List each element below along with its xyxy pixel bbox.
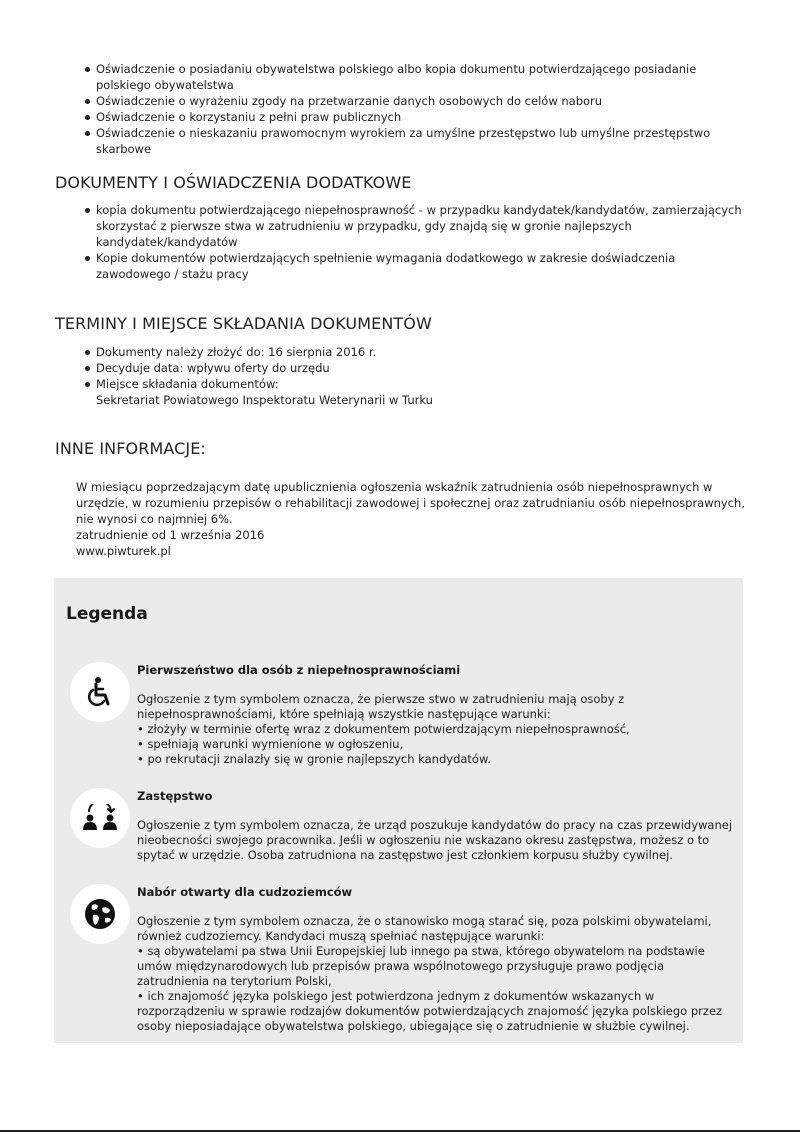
wheelchair-icon [70,662,130,722]
legend-item-description: Ogłoszenie z tym symbolem oznacza, że urząd poszukuje kandydatów do pracy na czas przewidywanej nieobecności swojego pracownika. Jeśli w ogłoszeniu nie wskazano okresu zastępstwa, możesz o to spytać w urzędzie. Osoba zatrudniona na zastępstwo jest członkiem korpusu służby cywilnej. [137,818,733,862]
employment-ratio-paragraph: W miesiącu poprzedzającym datę upublicznienia ogłoszenia wskaźnik zatrudnienia osób niepełnosprawnych w urzędzie, w rozumieniu przepisów o rehabilitacji zawodowej i społecznej oraz zatrudnianiu osób niepełnosprawnych, nie wynosi co najmniej 6%. [76,480,745,526]
legend-item-name: Nabór otwarty dla cudzoziemców [137,885,353,899]
list-item: Oświadczenie o posiadaniu obywatelstwa polskiego albo kopia dokumentu potwierdzającego posiadanie polskiego obywatelstwa [55,61,745,93]
other-info-body [76,479,748,559]
deadline-item: Dokumenty należy złożyć do: 16 sierpnia 2016 r. [55,344,745,360]
other-info-heading: INNE INFORMACJE: [55,439,206,458]
deadlines-list [55,344,745,408]
additional-docs-list [55,202,745,282]
place-label: Miejsce składania dokumentów: [96,377,279,391]
required-docs-list [55,61,745,157]
list-item: kopia dokumentu potwierdzającego niepełnosprawność - w przypadku kandydatek/kandydatów, zamierzających skorzystać z pierwsze stwa w zatrudnieniu w przypadku, gdy znajdą się w gronie najlepszych kandydatek/kandydatów [55,202,745,250]
legend-item-name: Pierwszeństwo dla osób z niepełnosprawnościami [137,663,461,677]
legend-title: Legenda [66,604,148,624]
list-item: Kopie dokumentów potwierdzających spełnienie wymagania dodatkowego w zakresie doświadczenia zawodowego / stażu pracy [55,250,745,282]
list-item: Oświadczenie o korzystaniu z pełni praw publicznych [55,109,745,125]
website-link[interactable]: www.piwturek.pl [76,544,171,558]
bottom-divider [0,1130,800,1132]
legend-item-name: Zastępstwo [137,789,213,803]
list-item: Oświadczenie o nieskazaniu prawomocnym wyrokiem za umyślne przestępstwo lub umyślne przestępstwo skarbowe [55,125,745,157]
deadlines-heading: TERMINY I MIEJSCE SKŁADANIA DOKUMENTÓW [55,314,432,333]
additional-docs-heading: DOKUMENTY I OŚWIADCZENIA DODATKOWE [55,173,412,192]
decisive-date-item: Decyduje data: wpływu oferty do urzędu [55,360,745,376]
legend-box [54,578,743,1043]
employment-start: zatrudnienie od 1 września 2016 [76,528,265,542]
place-value: Sekretariat Powiatowego Inspektoratu Weterynarii w Turku [96,393,433,407]
list-item: Oświadczenie o wyrażeniu zgody na przetwarzanie danych osobowych do celów naboru [55,93,745,109]
replacement-people-icon [70,788,130,848]
place-item [55,376,745,408]
legend-item-description: Ogłoszenie z tym symbolem oznacza, że pierwsze stwo w zatrudnieniu mają osoby z niepełnosprawnościami, które spełniają wszystkie następujące warunki: • złożyły w terminie ofertę wraz z dokumentem potwierdzającym niepełnosprawność, • spełniają warunki wymienione w ogłoszeniu, • po rekrutacji znalazły się w gronie najlepszych kandydatów. [137,692,630,766]
globe-icon [70,884,130,944]
legend-item-description: Ogłoszenie z tym symbolem oznacza, że o stanowisko mogą starać się, poza polskimi obywatelami, również cudzoziemcy. Kandydaci muszą spełniać następujące warunki: • są obywatelami pa stwa Unii Europejskiej lub innego pa stwa, którego obywatelom na podstawie umów międzynarodowych lub przepisów prawa wspólnotowego przysługuje prawo podjęcia zatrudnienia na terytorium Polski, • ich znajomość języka polskiego jest potwierdzona jednym z dokumentów wskazanych w rozporządzeniu w sprawie rodzajów dokumentów potwierdzających znajomość języka polskiego przez osoby nieposiadające obywatelstwa polskiego, ubiegające się o zatrudnienie w służbie cywilnej. [137,914,723,1033]
